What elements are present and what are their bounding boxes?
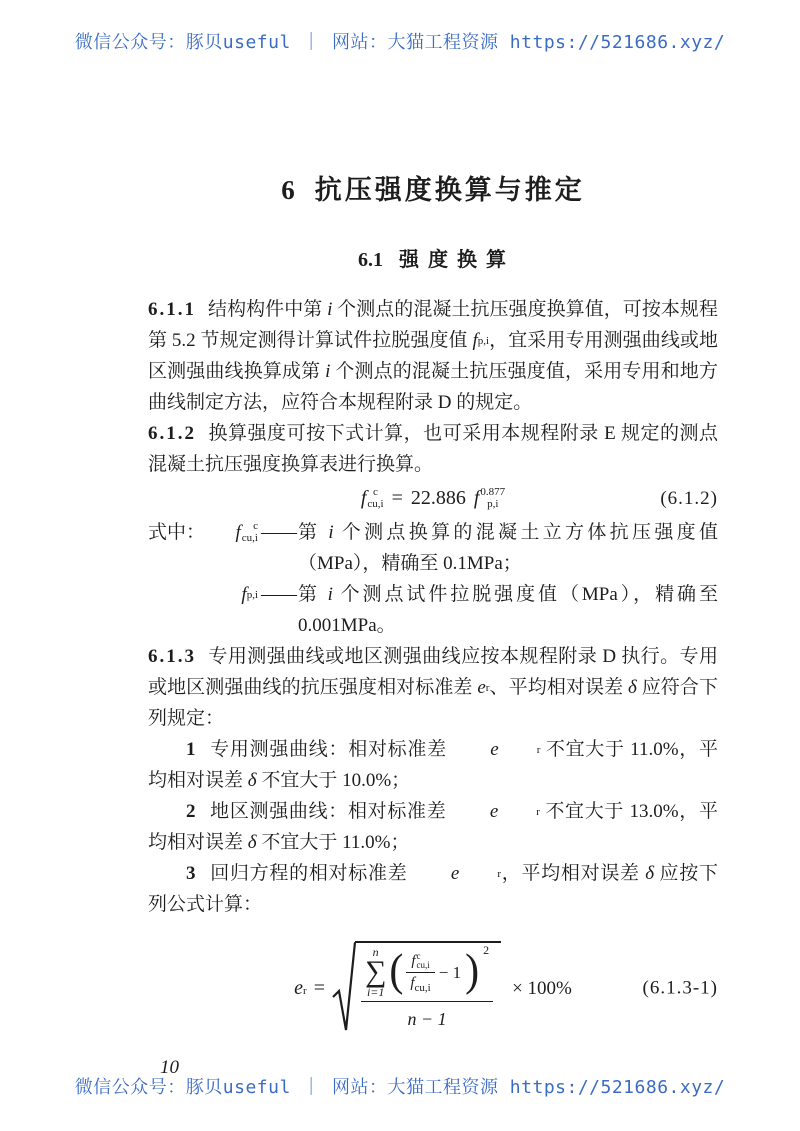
var-base: e (294, 976, 304, 999)
text-run: 、平均相对误差 (489, 677, 629, 699)
text-run: 个测点的混凝土抗压强度值，采用专用和地方曲线制定方法，应符合本规程附录 D 的规定。 (148, 361, 718, 413)
var-base: f (473, 487, 480, 510)
definition-dash: —— (261, 522, 295, 544)
chapter-title-text: 抗压强度换算与推定 (314, 175, 585, 205)
text-run: 第 (298, 522, 329, 544)
text-run: 结构构件中第 (208, 299, 328, 320)
paragraph-613 (148, 641, 718, 734)
section-title (148, 243, 718, 272)
text-run: 应按下列公式计算： (148, 863, 718, 916)
radicand (355, 941, 501, 1036)
main-numerator (361, 942, 493, 1002)
clause-label: 6.1.3 (148, 646, 196, 668)
var-superscript: 0.877 (480, 486, 506, 498)
exponent-2: 2 (483, 942, 490, 957)
where-description (298, 517, 718, 579)
sigma-icon: ∑ (364, 954, 387, 988)
text-run: ，宜采用专用测强曲线或地区测强曲线换算成第 (148, 330, 718, 382)
open-paren: ( (389, 946, 404, 996)
list-item-3 (148, 858, 718, 920)
var-fcu-i (361, 487, 384, 510)
where-label: 式中： (148, 522, 206, 544)
where-term-fcu (206, 517, 258, 548)
page-number: 10 (160, 1057, 179, 1079)
var-superscript: c (373, 486, 378, 498)
section-title-text: 强 度 换 算 (399, 249, 508, 271)
text-run: 不宜大于 11.0%，平均相对误差 (148, 739, 718, 792)
where-entry-2 (148, 579, 718, 641)
body-text (148, 294, 718, 1083)
var-base: f (235, 522, 241, 544)
text-run: 应符合下列规定： (148, 677, 718, 730)
text-run: 地区测强曲线：相对标准差 (209, 801, 452, 823)
sum-upper-limit: n (372, 944, 379, 959)
section-number: 6.1 (358, 249, 383, 271)
var-er: e r (413, 858, 501, 889)
formula-6131 (148, 936, 718, 1040)
minus-one: − 1 (438, 962, 462, 982)
clause-label: 6.1.1 (148, 299, 196, 320)
text-run: ，平均相对误差 (501, 863, 646, 885)
var-base: e (489, 801, 499, 823)
square-root (332, 941, 501, 1036)
var-superscript: c (253, 520, 258, 533)
inner-denominator (406, 972, 434, 993)
where-entry-1 (148, 517, 718, 579)
main-fraction (361, 942, 493, 1036)
text-run: 第 (298, 584, 328, 606)
var-superscript: c (416, 950, 421, 961)
var-base: f (410, 974, 415, 991)
clause-label: 6.1.2 (148, 423, 196, 444)
var-i: i (327, 584, 333, 606)
text-run: 不宜大于 11.0%； (256, 832, 410, 854)
var-scripts (367, 487, 383, 510)
var-base: e (490, 739, 499, 761)
text-run: 个测点试件拉脱强度值（MPa），精确至 0.001MPa。 (298, 584, 718, 637)
var-base: f (241, 584, 247, 606)
var-base: e (477, 677, 486, 699)
equation-number: (6.1.3-1) (642, 977, 718, 999)
var-scripts (480, 487, 505, 510)
var-base: f (472, 330, 478, 351)
var-base: e (450, 863, 460, 885)
text-run: 专用测强曲线或地区测强曲线应按本规程附录 D 执行。专用或地区测强曲线的抗压强度相对标准差 (148, 646, 718, 699)
var-f-pi-power (474, 487, 505, 510)
var-scripts (417, 952, 430, 971)
var-base: f (360, 487, 367, 510)
text-run: 换算强度可按下式计算，也可采用本规程附录 E 规定的测点混凝土抗压强度换算表进行换算。 (148, 423, 718, 475)
document-body (148, 168, 718, 1083)
sum-lower-limit: i=1 (366, 985, 385, 1000)
var-scripts (242, 521, 258, 544)
text-run: 专用测强曲线：相对标准差 (209, 739, 453, 761)
var-delta: δ (628, 677, 637, 699)
inner-numerator (407, 952, 433, 972)
list-item-2 (148, 796, 718, 858)
var-i: i (328, 522, 334, 544)
radical-sign-icon (332, 941, 356, 1033)
summation (365, 946, 386, 999)
var-er: e r (294, 973, 307, 1004)
var-i: i (325, 361, 331, 382)
main-denominator (361, 1001, 493, 1035)
paragraph-612 (148, 418, 718, 480)
item-number: 3 (186, 863, 198, 885)
text-run: 不宜大于 13.0%，平均相对误差 (148, 801, 718, 854)
text-run: 个测点换算的混凝土立方体抗压强度值（MPa），精确至 0.1MPa； (298, 522, 718, 575)
var-subscript: p,i (487, 497, 499, 510)
var-er: e r (452, 734, 540, 765)
equation-number: (6.1.2) (660, 487, 718, 509)
item-number: 2 (186, 801, 198, 823)
text-run: 不宜大于 10.0%； (256, 770, 411, 792)
text-run: 回归方程的相对标准差 (209, 863, 413, 885)
definition-dash: —— (261, 584, 295, 606)
times-100-percent: × 100% (512, 977, 572, 999)
var-subscript: cu,i (416, 960, 430, 971)
where-clause (148, 517, 718, 641)
close-paren: ) (465, 946, 480, 996)
formula-612-expression (361, 487, 505, 510)
formula-612 (148, 487, 718, 510)
equals-sign: = (313, 976, 325, 999)
where-description (298, 579, 718, 641)
var-delta: δ (645, 863, 655, 885)
where-term-fpi: f p,i (206, 579, 258, 610)
text-run: 个测点的混凝土抗压强度换算值，可按本规程第 5.2 节规定测得计算试件拉脱强度值 (148, 299, 718, 351)
var-base: f (411, 952, 416, 969)
chapter-number: 6 (281, 175, 295, 205)
var-f-pi: f p,i (472, 325, 489, 356)
var-i: i (327, 299, 333, 320)
chapter-title (148, 168, 718, 207)
n-minus-1: n − 1 (407, 1009, 447, 1030)
var-er: e r (477, 672, 489, 703)
coefficient: 22.886 (410, 487, 466, 510)
list-item-1 (148, 734, 718, 796)
var-subscript: cu,i (367, 497, 384, 510)
var-delta: δ (247, 832, 257, 854)
watermark-footer: 微信公众号：豚贝useful ｜ 网站：大猫工程资源 https://521686.xyz/ (74, 1077, 726, 1098)
formula-6131-expression (148, 936, 718, 1040)
item-number: 1 (186, 739, 198, 761)
var-subscript: cu,i (241, 531, 258, 544)
inner-fraction (406, 952, 434, 993)
var-subscript: cu,i (414, 981, 431, 994)
equals-sign: = (391, 487, 403, 510)
watermark-header: 微信公众号：豚贝useful ｜ 网站：大猫工程资源 https://521686.xyz/ (74, 32, 726, 53)
var-er: e r (452, 796, 540, 827)
paragraph-611 (148, 294, 718, 418)
var-delta: δ (247, 770, 257, 792)
